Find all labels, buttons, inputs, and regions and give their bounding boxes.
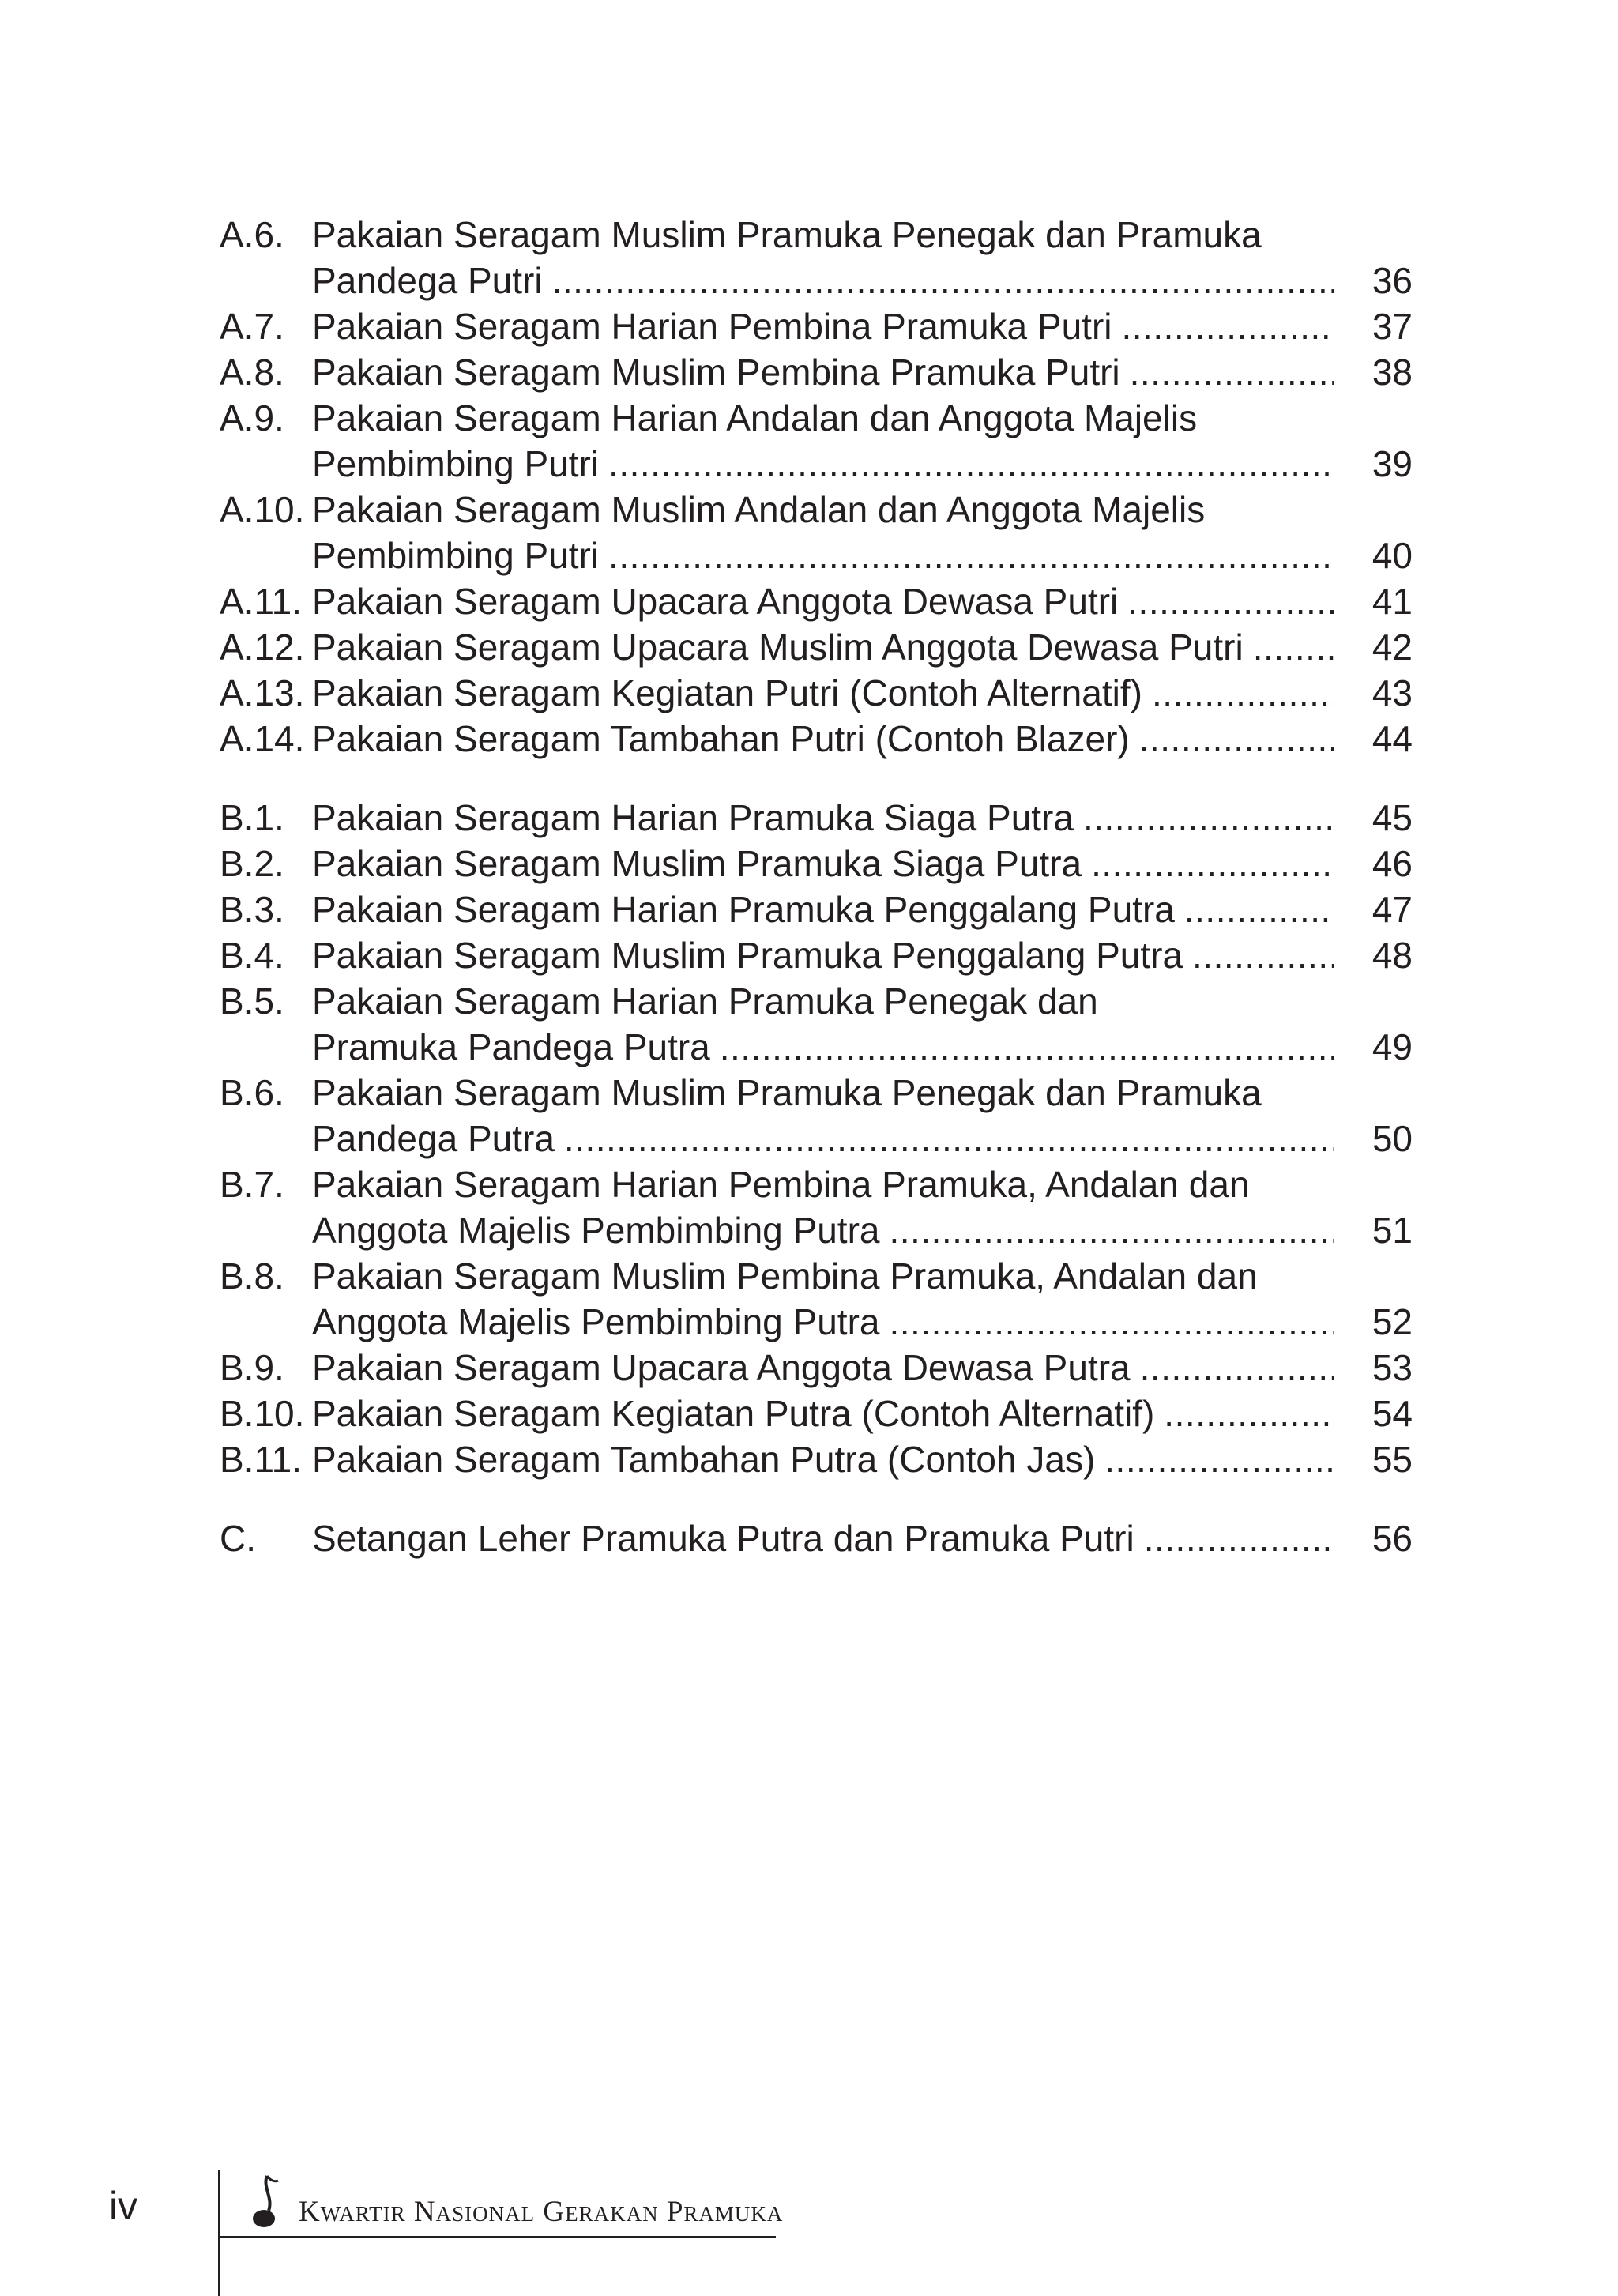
dot-leader [889, 1207, 1334, 1253]
toc-entry-b4[interactable] [220, 932, 1413, 978]
page-number: 48 [1372, 935, 1413, 976]
toc-entry-a13[interactable] [220, 670, 1413, 716]
toc-entry-b7[interactable] [220, 1161, 1413, 1253]
dot-leader [1127, 578, 1334, 624]
entry-number: B.9. [220, 1347, 284, 1388]
entry-title-line2: Pandega Putri [312, 260, 543, 301]
page-number: 37 [1372, 306, 1413, 347]
entry-number: B.4. [220, 935, 284, 976]
page-number: 49 [1372, 1026, 1413, 1067]
page-number: 44 [1372, 718, 1413, 759]
dot-leader [1144, 1515, 1334, 1561]
entry-title: Pakaian Seragam Upacara Anggota Dewasa Putra [312, 1347, 1131, 1388]
page-number: 47 [1372, 889, 1413, 930]
page-number: 39 [1372, 443, 1413, 484]
entry-title-line1: Pakaian Seragam Harian Andalan dan Anggota Majelis [312, 397, 1198, 438]
entry-number: B.7. [220, 1164, 284, 1205]
entry-title: Pakaian Seragam Kegiatan Putra (Contoh Alternatif) [312, 1393, 1155, 1434]
entry-title: Pakaian Seragam Harian Pramuka Siaga Putra [312, 797, 1074, 838]
entry-title-line1: Pakaian Seragam Muslim Andalan dan Anggota Majelis [312, 489, 1206, 530]
dot-leader [564, 1116, 1334, 1161]
entry-title: Pakaian Seragam Upacara Muslim Anggota Dewasa Putri [312, 627, 1244, 668]
entry-title-line1: Pakaian Seragam Muslim Pramuka Penegak dan Pramuka [312, 1072, 1262, 1113]
entry-number: A.7. [220, 306, 284, 347]
toc-entry-b6[interactable] [220, 1070, 1413, 1161]
entry-number: A.11. [220, 581, 302, 622]
entry-number: B.5. [220, 981, 284, 1022]
entry-title-line2: Anggota Majelis Pembimbing Putra [312, 1210, 880, 1251]
entry-number: A.13. [220, 672, 305, 713]
page-number: 52 [1372, 1301, 1413, 1342]
entry-title-line2: Pembimbing Putri [312, 535, 600, 576]
entry-number: B.3. [220, 889, 284, 930]
section-gap [220, 762, 1413, 795]
page-number: 50 [1372, 1118, 1413, 1159]
entry-title-line1: Pakaian Seragam Harian Pramuka Penegak dan [312, 981, 1098, 1022]
table-of-contents [220, 212, 1413, 1561]
toc-entry-a14[interactable] [220, 716, 1413, 762]
entry-number: B.11. [220, 1439, 302, 1480]
toc-entry-b5[interactable] [220, 978, 1413, 1070]
entry-number: A.14. [220, 718, 305, 759]
entry-title: Pakaian Seragam Muslim Pembina Pramuka Putri [312, 352, 1120, 393]
dot-leader [1130, 349, 1334, 395]
toc-entry-a7[interactable] [220, 303, 1413, 349]
entry-number: B.6. [220, 1072, 284, 1113]
toc-entry-b9[interactable] [220, 1345, 1413, 1391]
organization-name: KWARTIR NASIONAL GERAKAN PRAMUKA [299, 2196, 784, 2228]
toc-entry-a8[interactable] [220, 349, 1413, 395]
dot-leader [1104, 1436, 1334, 1482]
toc-entry-a11[interactable] [220, 578, 1413, 624]
entry-title-line1: Pakaian Seragam Harian Pembina Pramuka, Andalan dan [312, 1164, 1250, 1205]
entry-title: Setangan Leher Pramuka Putra dan Pramuka Putri [312, 1518, 1134, 1559]
dot-leader [1184, 886, 1334, 932]
dot-leader [608, 533, 1334, 578]
entry-number: A.6. [220, 214, 284, 255]
entry-title-line2: Pembimbing Putri [312, 443, 600, 484]
toc-entry-b1[interactable] [220, 795, 1413, 841]
page-number: 40 [1372, 535, 1413, 576]
dot-leader [608, 441, 1334, 487]
dot-leader [1192, 932, 1334, 978]
toc-entry-a6[interactable] [220, 212, 1413, 303]
dot-leader [1140, 1345, 1334, 1391]
toc-entry-b3[interactable] [220, 886, 1413, 932]
page-number: 54 [1372, 1393, 1413, 1434]
dot-leader [1122, 303, 1334, 349]
page-number: 42 [1372, 627, 1413, 668]
toc-entry-a9[interactable] [220, 395, 1413, 487]
entry-title: Pakaian Seragam Tambahan Putra (Contoh Jas) [312, 1439, 1096, 1480]
entry-number: B.10. [220, 1393, 305, 1434]
page-number: 43 [1372, 672, 1413, 713]
entry-number: A.8. [220, 352, 284, 393]
page-number: 46 [1372, 843, 1413, 884]
entry-title-line2: Anggota Majelis Pembimbing Putra [312, 1301, 880, 1342]
entry-number: A.9. [220, 397, 284, 438]
toc-entry-b8[interactable] [220, 1253, 1413, 1345]
dot-leader [1083, 795, 1334, 841]
toc-entry-b2[interactable] [220, 841, 1413, 886]
page-number: 56 [1372, 1518, 1413, 1559]
entry-title: Pakaian Seragam Harian Pramuka Penggalang Putra [312, 889, 1175, 930]
entry-number: A.12. [220, 627, 305, 668]
page-number: 55 [1372, 1439, 1413, 1480]
entry-title: Pakaian Seragam Harian Pembina Pramuka Putri [312, 306, 1112, 347]
entry-title-line2: Pandega Putra [312, 1118, 555, 1159]
entry-title: Pakaian Seragam Upacara Anggota Dewasa Putri [312, 581, 1119, 622]
entry-number: B.2. [220, 843, 284, 884]
page-number: 45 [1372, 797, 1413, 838]
footer-page-number: iv [109, 2184, 138, 2228]
entry-title-line2: Pramuka Pandega Putra [312, 1026, 710, 1067]
entry-title: Pakaian Seragam Muslim Pramuka Siaga Putra [312, 843, 1082, 884]
toc-entry-b10[interactable] [220, 1391, 1413, 1436]
dot-leader [1152, 670, 1334, 716]
footer-horizontal-rule [218, 2236, 776, 2238]
page-number: 53 [1372, 1347, 1413, 1388]
dot-leader [889, 1299, 1334, 1345]
entry-number: C. [220, 1518, 256, 1559]
footer-vertical-rule [218, 2170, 220, 2296]
entry-number: A.10. [220, 489, 305, 530]
page-number: 41 [1372, 581, 1413, 622]
entry-title-line1: Pakaian Seragam Muslim Pembina Pramuka, Andalan dan [312, 1255, 1258, 1297]
page-number: 36 [1372, 260, 1413, 301]
toc-entry-b11[interactable] [220, 1436, 1413, 1482]
entry-title: Pakaian Seragam Tambahan Putri (Contoh Blazer) [312, 718, 1130, 759]
entry-title: Pakaian Seragam Kegiatan Putri (Contoh Alternatif) [312, 672, 1142, 713]
dot-leader [720, 1024, 1334, 1070]
toc-entry-a12[interactable] [220, 624, 1413, 670]
dot-leader [1164, 1391, 1334, 1436]
wosm-tunas-kelapa-icon [246, 2171, 286, 2234]
entry-title: Pakaian Seragam Muslim Pramuka Penggalang Putra [312, 935, 1183, 976]
dot-leader [552, 258, 1334, 303]
toc-entry-a10[interactable] [220, 487, 1413, 578]
section-gap [220, 1482, 1413, 1515]
entry-number: B.8. [220, 1255, 284, 1297]
page-number: 51 [1372, 1210, 1413, 1251]
entry-title-line1: Pakaian Seragam Muslim Pramuka Penegak dan Pramuka [312, 214, 1262, 255]
dot-leader [1091, 841, 1334, 886]
dot-leader [1139, 716, 1334, 762]
page-number: 38 [1372, 352, 1413, 393]
dot-leader [1253, 624, 1334, 670]
entry-number: B.1. [220, 797, 284, 838]
toc-entry-c[interactable] [220, 1515, 1413, 1561]
